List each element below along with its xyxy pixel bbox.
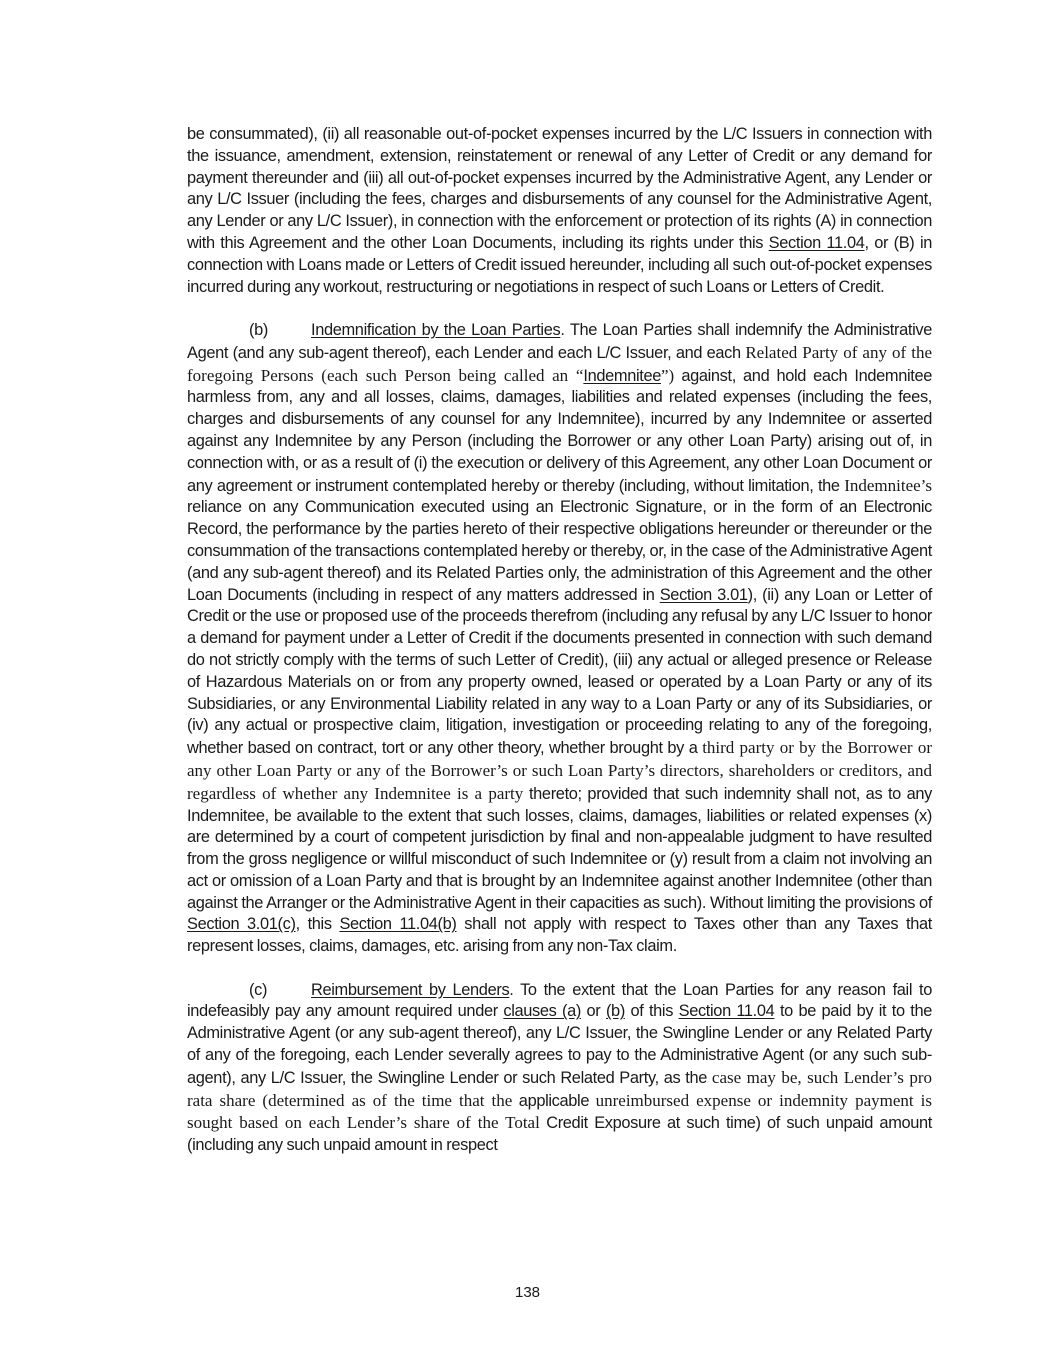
clause-label: (b) [249,320,268,339]
paragraph-b-indemnification [187,320,932,958]
text-run: third party or by the Borrower or any other Loan Party or any of the Borrower’s or such Loan Party’s directors, shareholders or creditors, and regardless of whether any Indemnitee is a party [187,738,932,803]
text-run: to be paid by it to the Administrative Agent (or any sub-agent thereof), any L/C Issuer, the Swingline Lender or any Related Party of any of the foregoing, each Lender severally agrees to pay to the Administrative Agent (or any such sub-agent), any L/C Issuer, the Swingline Lender or such Related Party, as the [187,1002,933,1087]
text-run: Credit Exposure at such time) of such unpaid amount (including any such unpaid amount in respect [187,1114,932,1155]
cross-reference-link[interactable]: Section 3.01 [659,585,748,604]
clause-label: (c) [249,980,268,999]
text-run: ”) [661,365,675,385]
text-run: ), (ii) any Loan or Letter of Credit or the use or proposed use of the proceeds therefrom (including any refusal by any L/C Issuer to honor a demand for payment under a Letter of Credit if the documents presented in connection with such demand do not strictly comply with the terms of such Letter of Credit), (iii) any actual or alleged presence or Release of Hazardous Materials on or from any property owned, leased or operated by a Loan Party or any of its Subsidiaries, or any Environmental Liability related in any way to a Loan Party or any of its Subsidiaries, or (iv) any actual or prospective claim, litigation, investigation or proceeding relating to any of the foregoing, whether based on contract, tort or any other theory, whether brought by a [187,585,932,758]
text-run: Related Party of any of the foregoing Persons (each such Person being called an “ [187,342,933,385]
text-run: shall not apply with respect to Taxes other than any Taxes that represent losses, claims, damages, etc. arising from any non-Tax claim. [187,915,932,956]
section-heading: Indemnification by the Loan Parties [311,320,561,339]
text-run: be consummated), (ii) all reasonable out-of-pocket expenses incurred by the L/C Issuers in connection with the issuance, amendment, extension, reinstatement or renewal of any Letter of Credit or any demand for payment thereunder and (iii) all out-of-pocket expenses incurred by the Administrative Agent, any Lender or any L/C Issuer (including the fees, charges and disbursements of any counsel for the Administrative Agent, any Lender or any L/C Issuer), in connection with the enforcement or protection of its rights (A) in connection with this Agreement and the other Loan Documents, including its rights under this [187,125,932,252]
text-run: Indemnitee’s [844,475,932,495]
text-run: case may be, such Lender’s pro rata share (determined as of the time that the [187,1067,932,1110]
paragraph-c-reimbursement [187,980,932,1157]
text-run: unreimbursed expense or indemnity payment is sought based on each Lender’s share of the Total [187,1090,932,1133]
cross-reference-link[interactable]: clauses (a) [503,1002,582,1021]
cross-reference-link[interactable]: Section 11.04 [678,1002,775,1021]
text-run: reliance on any Communication executed using an Electronic Signature, or in the form of an Electronic Record, the performance by the parties hereto of their respective obligations hereunder or thereunder or the consummation of the transactions contemplated hereby or thereby, or, in the case of the Administrative Agent (and any sub-agent thereof) and its Related Parties only, the administration of this Agreement and the other Loan Documents (including in respect of any matters addressed in [187,498,932,604]
section-heading: Reimbursement by Lenders [311,980,510,999]
text-run: against, and hold each Indemnitee harmless from, any and all losses, claims, damages, liabilities and related expenses (including the fees, charges and disbursements of any counsel for any Indemnitee), incurred by any Indemnitee or asserted against any Indemnitee by any Person (including the Borrower or any other Loan Party) arising out of, in connection with, or as a result of (i) the execution or delivery of this Agreement, any other Loan Document or any agreement or instrument contemplated hereby or thereby (including, without limitation, the [187,366,932,495]
text-run: . To the extent that the Loan Parties for any reason fail to indefeasibly pay any amount required under [187,980,932,1021]
text-run: , or (B) in connection with Loans made or Letters of Credit issued hereunder, including all such out-of-pocket expenses incurred during any workout, restructuring or negotiations in respect of such Loans or Letters of Credit. [187,233,933,296]
page-number: 138 [514,1284,541,1301]
cross-reference-link[interactable]: (b) [605,1002,625,1021]
cross-reference-link[interactable]: Section 11.04 [768,233,865,252]
text-run: , this [295,915,340,934]
defined-term: Indemnitee [583,366,661,385]
document-page [187,124,932,1179]
text-run: applicable [512,1091,596,1110]
text-run: or [581,1002,606,1021]
cross-reference-link[interactable]: Section 11.04(b) [339,915,457,934]
cross-reference-link[interactable]: Section 3.01(c) [187,915,296,934]
text-run: . The Loan Parties shall indemnify the Administrative Agent (and any sub-agent thereof), each Lender and each L/C Issuer, and each [187,320,932,362]
text-run: of this [624,1002,679,1021]
text-run: thereto; provided that such indemnity shall not, as to any Indemnitee, be available to the extent that such losses, claims, damages, liabilities or related expenses (x) are determined by a court of competent jurisdiction by final and non-appealable judgment to have resulted from the gross negligence or willful misconduct of such Indemnitee or (y) result from a claim not involving an act or omission of a Loan Party and that is brought by an Indemnitee against another Indemnitee (other than against the Arranger or the Administrative Agent in their capacities as such). Without limiting the provisions of [187,784,932,912]
paragraph-a-continuation [187,124,932,298]
